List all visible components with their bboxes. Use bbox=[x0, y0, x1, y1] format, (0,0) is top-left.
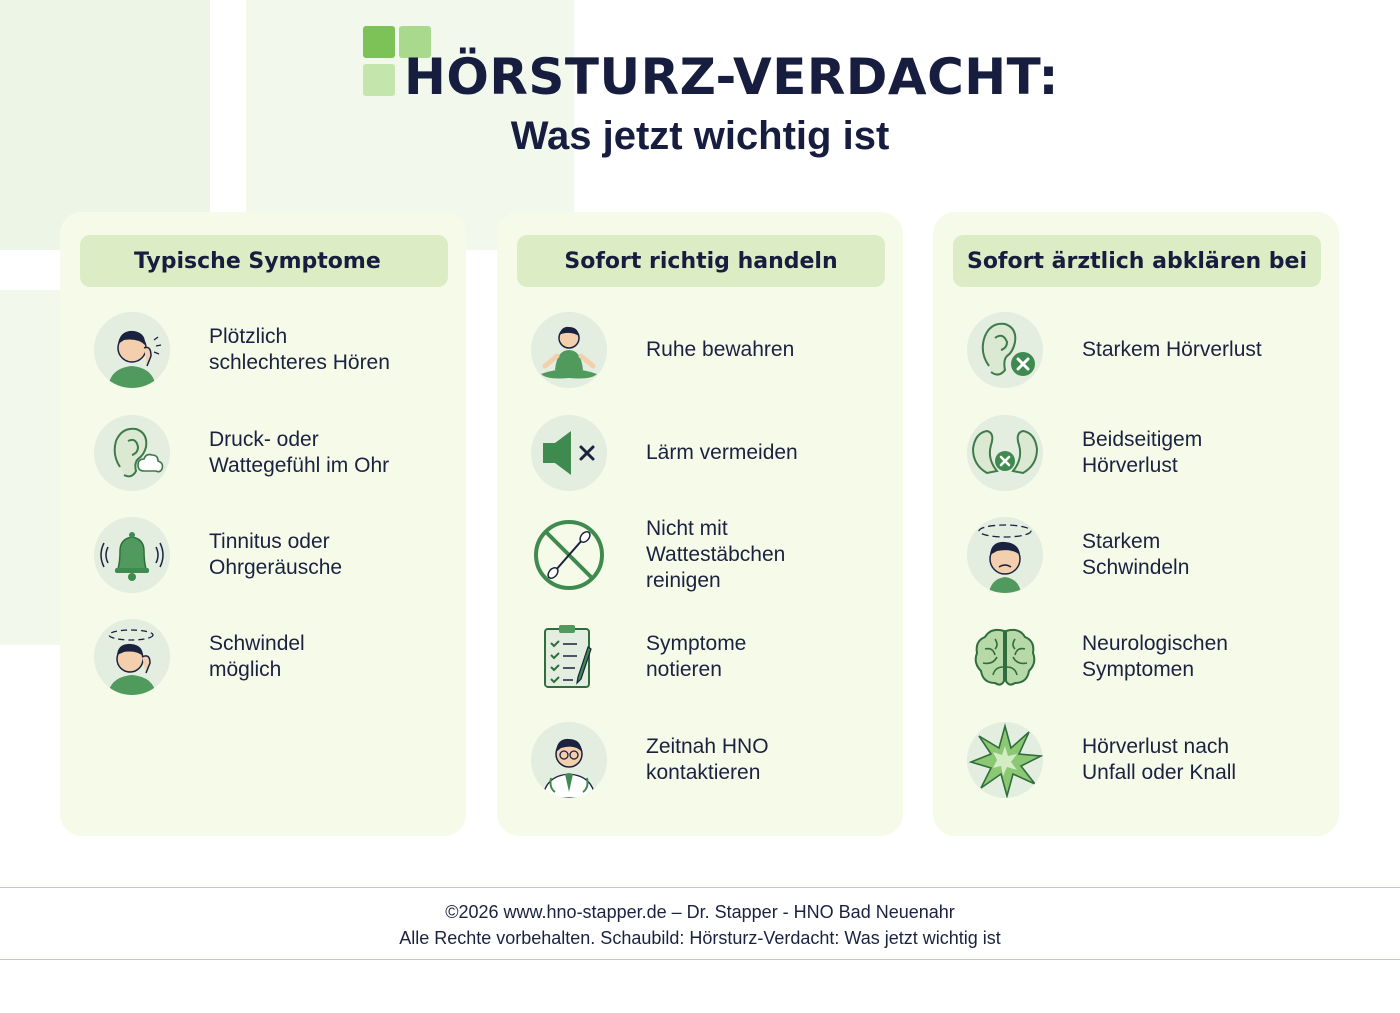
list-item bbox=[967, 722, 1327, 806]
list-item bbox=[967, 619, 1327, 703]
burst-icon bbox=[967, 722, 1043, 798]
footer bbox=[0, 899, 1400, 951]
list-item bbox=[94, 415, 454, 499]
card-sofort-aerztlich-abklaeren bbox=[933, 212, 1339, 836]
item-label: Neurologischen Symptomen bbox=[1082, 632, 1228, 681]
meditating-person-icon bbox=[531, 312, 607, 388]
list-item bbox=[967, 312, 1327, 396]
dizzy-face-icon bbox=[967, 517, 1043, 593]
card-heading: Typische Symptome bbox=[80, 235, 448, 287]
doctor-icon bbox=[531, 722, 607, 798]
item-label: Beidseitigem Hörverlust bbox=[1082, 428, 1203, 477]
card-heading: Sofort richtig handeln bbox=[517, 235, 885, 287]
list-item bbox=[94, 619, 454, 703]
dizzy-person-icon bbox=[94, 619, 170, 695]
item-label: Druck- oder Wattegefühl im Ohr bbox=[209, 428, 390, 477]
item-label: Hörverlust nach Unfall oder Knall bbox=[1082, 735, 1237, 784]
ringing-bell-icon bbox=[94, 517, 170, 593]
list-item bbox=[531, 722, 891, 806]
item-label: Starkem Schwindeln bbox=[1082, 530, 1190, 579]
item-label: Lärm vermeiden bbox=[646, 441, 798, 464]
footer-rights: Alle Rechte vorbehalten. Schaubild: Hörsturz-Verdacht: Was jetzt wichtig ist bbox=[399, 928, 1001, 948]
list-item bbox=[531, 312, 891, 396]
footer-divider bbox=[0, 959, 1400, 960]
ear-with-x-icon bbox=[967, 312, 1043, 388]
item-label: Symptome notieren bbox=[646, 632, 747, 681]
person-holding-ear-icon bbox=[94, 312, 170, 388]
ear-with-cloud-icon bbox=[94, 415, 170, 491]
muted-speaker-icon bbox=[531, 415, 607, 491]
list-item bbox=[94, 517, 454, 601]
item-label: Nicht mit Wattestäbchen reinigen bbox=[646, 517, 786, 592]
no-cotton-swab-icon bbox=[531, 517, 607, 593]
list-item bbox=[967, 415, 1327, 499]
item-label: Zeitnah HNO kontaktieren bbox=[646, 735, 769, 784]
item-label: Starkem Hörverlust bbox=[1082, 338, 1262, 361]
item-label: Tinnitus oder Ohrgeräusche bbox=[209, 530, 343, 579]
page-title: HÖRSTURZ-VERDACHT: bbox=[404, 48, 1060, 106]
card-typische-symptome bbox=[60, 212, 466, 836]
two-ears-with-x-icon bbox=[967, 415, 1043, 491]
clipboard-checklist-icon bbox=[531, 619, 607, 695]
footer-copyright: ©2026 www.hno-stapper.de – Dr. Stapper - HNO Bad Neuenahr bbox=[445, 902, 955, 922]
footer-divider bbox=[0, 887, 1400, 888]
list-item bbox=[531, 415, 891, 499]
item-label: Ruhe bewahren bbox=[646, 338, 795, 361]
list-item bbox=[531, 619, 891, 703]
item-label: Plötzlich schlechteres Hören bbox=[209, 325, 390, 374]
brain-icon bbox=[967, 619, 1043, 695]
card-heading: Sofort ärztlich abklären bei bbox=[953, 235, 1321, 287]
page-subtitle: Was jetzt wichtig ist bbox=[510, 114, 890, 158]
list-item bbox=[531, 517, 891, 601]
card-sofort-richtig-handeln bbox=[497, 212, 903, 836]
item-label: Schwindel möglich bbox=[209, 632, 305, 681]
list-item bbox=[967, 517, 1327, 601]
list-item bbox=[94, 312, 454, 396]
